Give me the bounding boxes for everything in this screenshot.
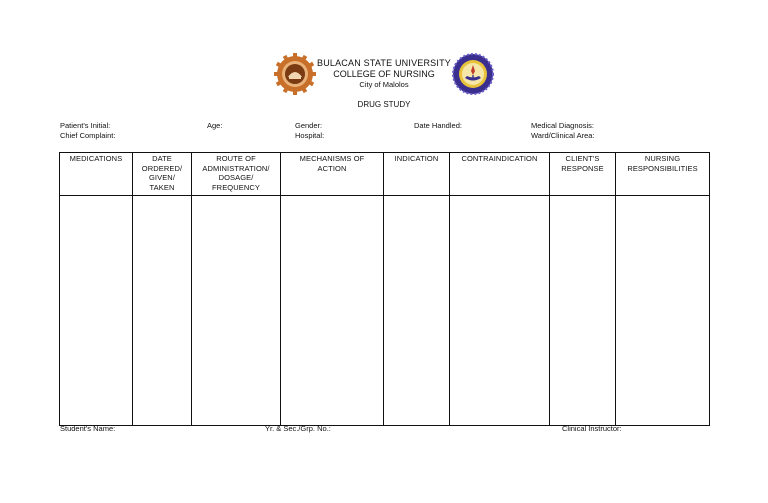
- medications-cell[interactable]: [60, 196, 133, 426]
- gender-label: Gender:: [295, 121, 323, 130]
- column-header: [60, 153, 133, 196]
- yr-sec-label: Yr. & Sec./Grp. No.:: [265, 424, 331, 433]
- column-header-line: FREQUENCY: [212, 182, 260, 192]
- column-header-line: DATE: [152, 154, 172, 163]
- age-label: Age:: [207, 121, 223, 130]
- column-header-line: CLIENT'S: [565, 154, 600, 163]
- college-name: COLLEGE OF NURSING: [333, 69, 435, 79]
- column-header: [550, 153, 616, 196]
- column-header-line: MECHANISMS OF: [299, 154, 365, 163]
- column-header-line: TAKEN: [149, 182, 175, 192]
- column-header: [384, 153, 450, 196]
- table-header-row: [60, 153, 710, 196]
- city-name: City of Malolos: [359, 80, 409, 89]
- contraindication-cell[interactable]: [450, 196, 550, 426]
- column-header: [616, 153, 710, 196]
- column-header: [450, 153, 550, 196]
- column-header-line: DOSAGE/: [218, 173, 254, 182]
- indication-cell[interactable]: [384, 196, 450, 426]
- date-cell[interactable]: [133, 196, 192, 426]
- nursing-responsibilities-cell[interactable]: [616, 196, 710, 426]
- student-name-label: Student's Name:: [60, 424, 116, 433]
- university-name: BULACAN STATE UNIVERSITY: [317, 58, 451, 68]
- chief-complaint-label: Chief Complaint:: [60, 131, 116, 140]
- document-title: DRUG STUDY: [357, 100, 411, 109]
- column-header: [192, 153, 281, 196]
- column-header-line: ROUTE OF: [216, 154, 256, 163]
- column-header-line: CONTRAINDICATION: [461, 154, 538, 163]
- column-header-line: ACTION: [317, 163, 347, 173]
- column-header: [281, 153, 384, 196]
- column-header: [133, 153, 192, 196]
- column-header-line: RESPONSE: [561, 163, 604, 173]
- hospital-label: Hospital:: [295, 131, 325, 140]
- mechanism-cell[interactable]: [281, 196, 384, 426]
- column-header-line: ORDERED/: [141, 163, 183, 173]
- column-header-line: GIVEN/: [148, 173, 176, 182]
- drug-study-table: [59, 152, 710, 426]
- route-cell[interactable]: [192, 196, 281, 426]
- client-response-cell[interactable]: [550, 196, 616, 426]
- column-header-line: RESPONSIBILITIES: [627, 163, 698, 173]
- column-header-line: MEDICATIONS: [69, 154, 123, 163]
- column-header-line: ADMINISTRATION/: [202, 163, 270, 173]
- medical-diagnosis-label: Medical Diagnosis:: [531, 121, 594, 130]
- column-header-line: NURSING: [644, 154, 681, 163]
- patient-initial-label: Patient's Initial:: [60, 121, 111, 130]
- date-handled-label: Date Handled:: [414, 121, 462, 130]
- clinical-instructor-label: Clinical Instructor:: [562, 424, 622, 433]
- table-row: [60, 196, 710, 426]
- ward-label: Ward/Clinical Area:: [531, 131, 595, 140]
- column-header-line: INDICATION: [394, 154, 439, 163]
